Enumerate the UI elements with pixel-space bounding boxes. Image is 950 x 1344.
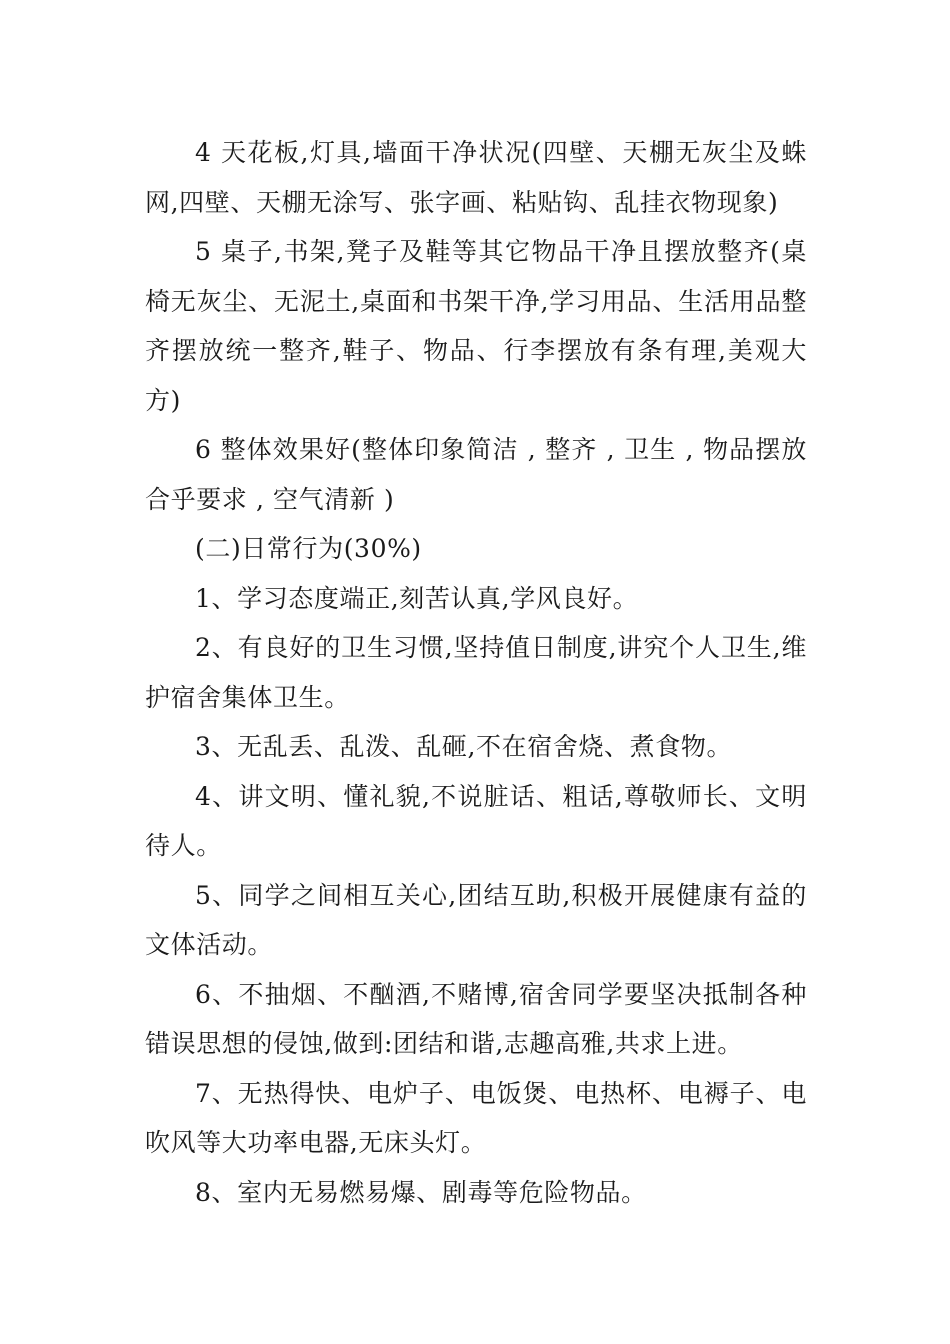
document-body [145, 128, 807, 1217]
list-item-no-smoking-drinking: 6、不抽烟、不酗酒,不赌博,宿舍同学要坚决抵制各种错误思想的侵蚀,做到:团结和谐,志趣高雅,共求上进。 [145, 979, 807, 1058]
list-item-no-littering: 3、无乱丢、乱泼、乱砸,不在宿舍烧、煮食物。 [195, 732, 733, 761]
list-item-no-high-power-appliances: 7、无热得快、电炉子、电饭煲、电热杯、电褥子、电吹风等大功率电器,无床头灯。 [145, 1078, 807, 1157]
paragraph-desks-shelves: 5 桌子,书架,凳子及鞋等其它物品干净且摆放整齐(桌椅无灰尘、无泥土,桌面和书架干净,学习用品、生活用品整齐摆放统一整齐,鞋子、物品、行李摆放有条有理,美观大方) [145, 237, 807, 415]
list-item-civility: 4、讲文明、懂礼貌,不说脏话、粗话,尊敬师长、文明待人。 [145, 781, 807, 860]
paragraph-ceiling-lamps-walls: 4 天花板,灯具,墙面干净状况(四壁、天棚无灰尘及蛛网,四壁、天棚无涂写、张字画、粘贴钩、乱挂衣物现象) [145, 138, 807, 217]
list-item-study-attitude: 1、学习态度端正,刻苦认真,学风良好。 [195, 583, 639, 613]
list-item-no-hazardous-items: 8、室内无易燃易爆、剧毒等危险物品。 [195, 1177, 647, 1207]
list-item-hygiene-habits: 2、有良好的卫生习惯,坚持值日制度,讲究个人卫生,维护宿舍集体卫生。 [145, 633, 807, 712]
list-item-mutual-care: 5、同学之间相互关心,团结互助,积极开展健康有益的文体活动。 [145, 880, 807, 959]
section-heading-daily-behavior: (二)日常行为(30%) [195, 534, 422, 563]
paragraph-overall-effect: 6 整体效果好(整体印象简洁 , 整齐 , 卫生 , 物品摆放合乎要求 , 空气清新 ) [145, 435, 807, 514]
